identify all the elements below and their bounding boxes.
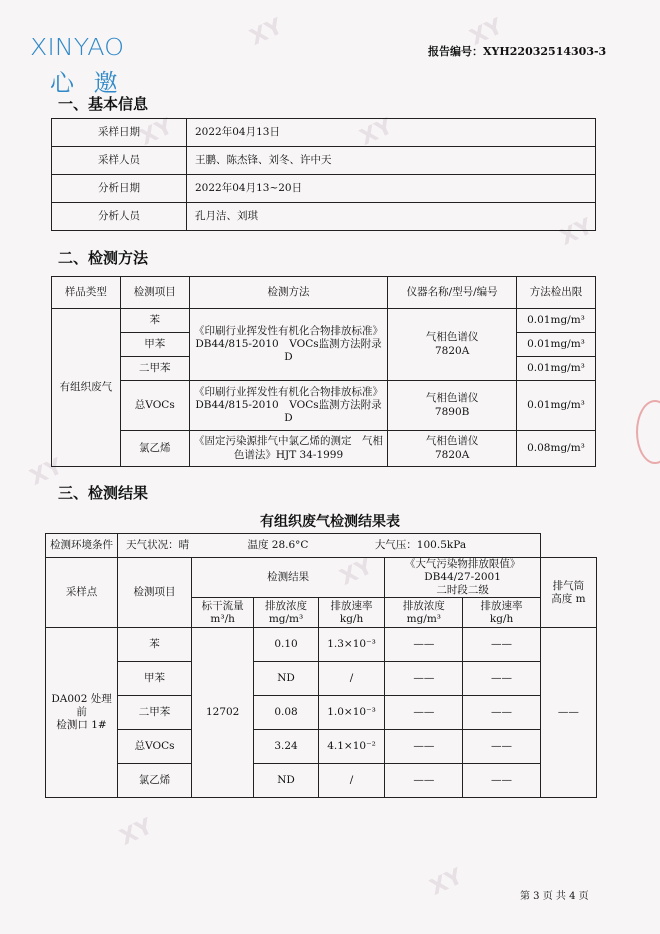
watermark: XY: [336, 554, 377, 591]
page-number: 第 3 页 共 4 页: [520, 891, 589, 902]
header-flow: 标干流量 m³/h: [191, 598, 253, 628]
header-std-concentration: 排放浓度 mg/m³: [385, 598, 463, 628]
method-cell: 《固定污染源排气中氯乙烯的测定 气相色谱法》HJT 34-1999: [189, 431, 388, 467]
table-row: [46, 730, 597, 764]
rate-cell: 1.3×10⁻³: [318, 628, 385, 662]
method-cell: 《印刷行业挥发性有机化合物排放标准》DB44/815-2010 VOCs监测方法附录D: [189, 381, 388, 431]
table-row: [46, 764, 597, 798]
item-cell: 二甲苯: [118, 696, 192, 730]
std-conc-cell: ——: [385, 696, 463, 730]
section-title-basic-info: 一、基本信息: [58, 95, 149, 113]
env-conditions: [118, 534, 541, 558]
logo-chinese: 心 邀: [50, 69, 124, 97]
table-row: [52, 431, 596, 467]
std-rate-cell: ——: [463, 764, 541, 798]
watermark: XY: [116, 814, 157, 851]
item-cell: 二甲苯: [120, 357, 189, 381]
table-row: [52, 309, 596, 333]
item-cell: 苯: [120, 309, 189, 333]
watermark: XY: [466, 14, 507, 51]
header-concentration: 排放浓度 mg/m³: [254, 598, 318, 628]
watermark: XY: [136, 114, 177, 151]
conc-cell: ND: [254, 662, 318, 696]
label-analysis-date: 分析日期: [52, 175, 187, 203]
limit-cell: 0.01mg/m³: [517, 357, 596, 381]
sample-point-cell: DA002 处理前 检测口 1#: [46, 628, 118, 798]
conc-cell: 0.08: [254, 696, 318, 730]
std-rate-cell: ——: [463, 730, 541, 764]
header-item: 检测项目: [118, 558, 192, 628]
std-rate-cell: ——: [463, 696, 541, 730]
item-cell: 甲苯: [118, 662, 192, 696]
table-row: [52, 147, 596, 175]
sample-type-cell: 有组织废气: [52, 309, 121, 467]
conc-cell: 3.24: [254, 730, 318, 764]
std-conc-cell: ——: [385, 730, 463, 764]
header-result: 检测结果: [191, 558, 384, 598]
header-item: 检测项目: [120, 277, 189, 309]
conc-cell: ND: [254, 764, 318, 798]
instrument-cell: 气相色谱仪 7890B: [388, 381, 517, 431]
item-cell: 总VOCs: [118, 730, 192, 764]
rate-cell: 1.0×10⁻³: [318, 696, 385, 730]
env-label: 检测环境条件: [46, 534, 118, 558]
limit-cell: 0.01mg/m³: [517, 309, 596, 333]
watermark: XY: [26, 454, 67, 491]
method-cell: 《印刷行业挥发性有机化合物排放标准》DB44/815-2010 VOCs监测方法附录D: [189, 309, 388, 381]
value-analysts: 孔月洁、刘琪: [187, 203, 596, 231]
std-conc-cell: ——: [385, 764, 463, 798]
table-header-row: [52, 277, 596, 309]
pressure: 大气压：100.5kPa: [374, 538, 467, 551]
svg-text:XINYAO: XINYAO: [30, 35, 124, 60]
label-samplers: 采样人员: [52, 147, 187, 175]
report-number: 报告编号：XYH22032514303-3: [428, 45, 607, 58]
rate-cell: /: [318, 662, 385, 696]
weather: 天气状况：晴: [126, 538, 190, 551]
limit-cell: 0.01mg/m³: [517, 381, 596, 431]
instrument-cell: 气相色谱仪 7820A: [388, 431, 517, 467]
results-table-title: 有组织废气检测结果表: [260, 514, 400, 530]
header-standard: 《大气污染物排放限值》 DB44/27-2001 二时段二级: [385, 558, 540, 598]
table-row: [46, 696, 597, 730]
basic-info-table: [51, 118, 596, 231]
table-row: [46, 628, 597, 662]
limit-cell: 0.01mg/m³: [517, 333, 596, 357]
flow-cell: 12702: [191, 628, 253, 798]
section-title-methods: 二、检测方法: [58, 249, 149, 267]
header-method: 检测方法: [189, 277, 388, 309]
value-analysis-date: 2022年04月13~20日: [187, 175, 596, 203]
rate-cell: /: [318, 764, 385, 798]
header-row: [46, 558, 597, 598]
header-stack-height: 排气筒 高度 m: [540, 558, 596, 628]
seal-stamp: [636, 400, 660, 464]
item-cell: 甲苯: [120, 333, 189, 357]
header-sample-point: 采样点: [46, 558, 118, 628]
table-row: [52, 119, 596, 147]
std-rate-cell: ——: [463, 628, 541, 662]
value-samplers: 王鹏、陈杰锋、刘冬、许中天: [187, 147, 596, 175]
item-cell: 总VOCs: [120, 381, 189, 431]
table-row: [52, 381, 596, 431]
std-conc-cell: ——: [385, 628, 463, 662]
table-row: [52, 175, 596, 203]
item-cell: 氯乙烯: [120, 431, 189, 467]
watermark: XY: [556, 214, 597, 251]
std-conc-cell: ——: [385, 662, 463, 696]
value-sampling-date: 2022年04月13日: [187, 119, 596, 147]
watermark: XY: [246, 14, 287, 51]
header-std-rate: 排放速率 kg/h: [463, 598, 541, 628]
item-cell: 苯: [118, 628, 192, 662]
section-title-results: 三、检测结果: [58, 484, 149, 502]
methods-table: [51, 276, 596, 467]
label-analysts: 分析人员: [52, 203, 187, 231]
table-row: [52, 203, 596, 231]
stack-height-cell: ——: [540, 628, 596, 798]
table-row: [46, 662, 597, 696]
header-instrument: 仪器名称/型号/编号: [388, 277, 517, 309]
instrument-cell: 气相色谱仪 7820A: [388, 309, 517, 381]
results-table: [45, 533, 597, 798]
header-sample-type: 样品类型: [52, 277, 121, 309]
watermark: XY: [356, 114, 397, 151]
header-rate: 排放速率 kg/h: [318, 598, 385, 628]
temperature: 温度 28.6°C: [247, 538, 309, 551]
conc-cell: 0.10: [254, 628, 318, 662]
header-detection-limit: 方法检出限: [517, 277, 596, 309]
limit-cell: 0.08mg/m³: [517, 431, 596, 467]
item-cell: 氯乙烯: [118, 764, 192, 798]
rate-cell: 4.1×10⁻²: [318, 730, 385, 764]
watermark: XY: [426, 864, 467, 901]
std-rate-cell: ——: [463, 662, 541, 696]
company-logo: [30, 34, 126, 60]
label-sampling-date: 采样日期: [52, 119, 187, 147]
env-row: [46, 534, 597, 558]
